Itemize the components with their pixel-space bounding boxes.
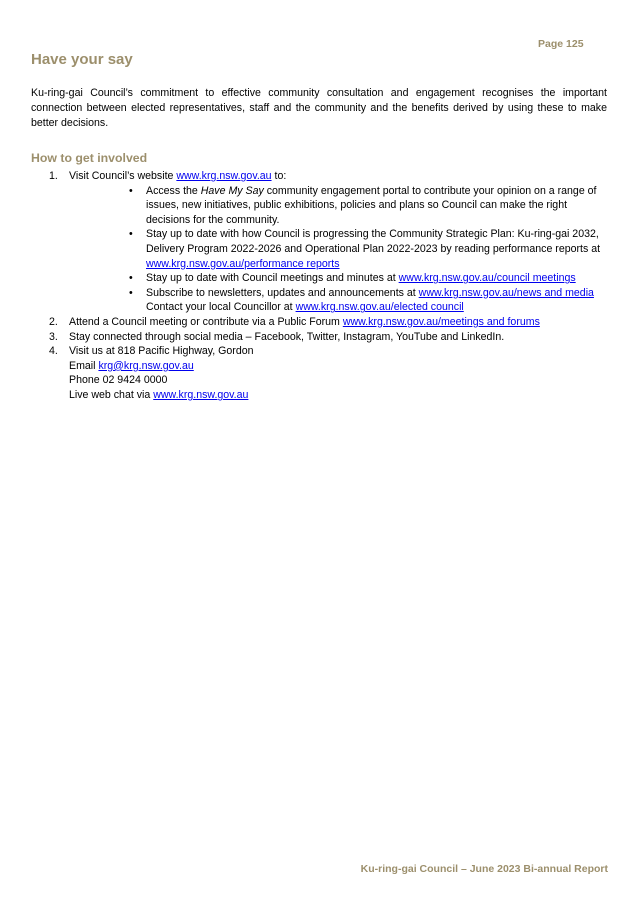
bullet-text: Subscribe to newsletters, updates and announcements at — [146, 286, 419, 299]
list-number: 4. — [49, 345, 58, 358]
list-number: 1. — [49, 170, 58, 182]
bullet-text: community engagement portal to contribute your opinion on a range of issues, new initiatives, public exhibitions, policies and plans so Council can make the right decisions for the community. — [146, 184, 597, 226]
bullet-text: Stay up to date with Council meetings and minutes at — [146, 272, 399, 285]
bullet-icon: • — [129, 272, 133, 285]
website-link[interactable]: www.krg.nsw.gov.au — [176, 170, 272, 182]
bullet-icon: • — [129, 286, 133, 299]
bullet-text: Stay up to date with how Council is progressing the Community Strategic Plan: Ku-ring-gai 2032, Delivery Program 2022-2026 and Operational Plan 2022-2023 by reading performance reports at — [146, 228, 601, 255]
bullet-item-newsletters — [31, 286, 611, 315]
bullet-icon: • — [129, 228, 133, 241]
list-item-2 — [31, 315, 611, 330]
list-number: 2. — [49, 315, 58, 328]
list-text: Stay connected through social media – Facebook, Twitter, Instagram, YouTube and LinkedIn. — [69, 330, 505, 343]
page-footer: Ku-ring-gai Council – June 2023 Bi-annual Report — [360, 863, 608, 875]
list-text: Attend a Council meeting or contribute via a Public Forum — [69, 315, 343, 328]
page-title: Have your say — [31, 51, 133, 68]
news-and-media-link[interactable]: www.krg.nsw.gov.au/news and media — [418, 286, 594, 299]
list-text: Visit Council’s website — [69, 170, 177, 182]
bullet-icon: • — [129, 184, 133, 197]
involvement-list — [31, 169, 611, 403]
list-item-3 — [31, 330, 611, 345]
elected-council-link[interactable]: www.krg.nsw.gov.au/elected council — [295, 301, 464, 314]
list-item-4 — [31, 344, 611, 402]
list-item-1 — [31, 169, 611, 184]
chat-label: Live web chat via — [69, 388, 154, 401]
intro-paragraph: Ku-ring-gai Council’s commitment to effective community consultation and engagement recognises the important connection between elected representatives, staff and the community and the benefits derived by using these to make better decisions. — [31, 87, 607, 129]
list-number: 3. — [49, 330, 58, 343]
bullet-item-have-my-say — [31, 184, 611, 228]
email-link[interactable]: krg@krg.nsw.gov.au — [98, 359, 194, 372]
bullet-text: Access the — [146, 184, 201, 197]
meetings-and-forums-link[interactable]: www.krg.nsw.gov.au/meetings and forums — [342, 315, 540, 328]
phone-text: Phone 02 9424 0000 — [69, 374, 168, 387]
bullet-item-performance — [31, 227, 611, 271]
list-text: to: — [271, 170, 287, 182]
bullet-list — [31, 184, 611, 315]
web-chat-link[interactable]: www.krg.nsw.gov.au — [153, 388, 249, 401]
email-label: Email — [69, 359, 99, 372]
bullet-item-meetings — [31, 271, 611, 286]
list-text: Visit us at 818 Pacific Highway, Gordon — [69, 345, 254, 358]
council-meetings-link[interactable]: www.krg.nsw.gov.au/council meetings — [398, 272, 576, 285]
performance-reports-link[interactable]: www.krg.nsw.gov.au/performance reports — [146, 257, 340, 270]
have-my-say-emphasis: Have My Say — [200, 184, 264, 197]
bullet-text: Contact your local Councillor at — [146, 301, 296, 314]
section-heading: How to get involved — [31, 151, 148, 165]
page-number: Page 125 — [538, 38, 584, 50]
